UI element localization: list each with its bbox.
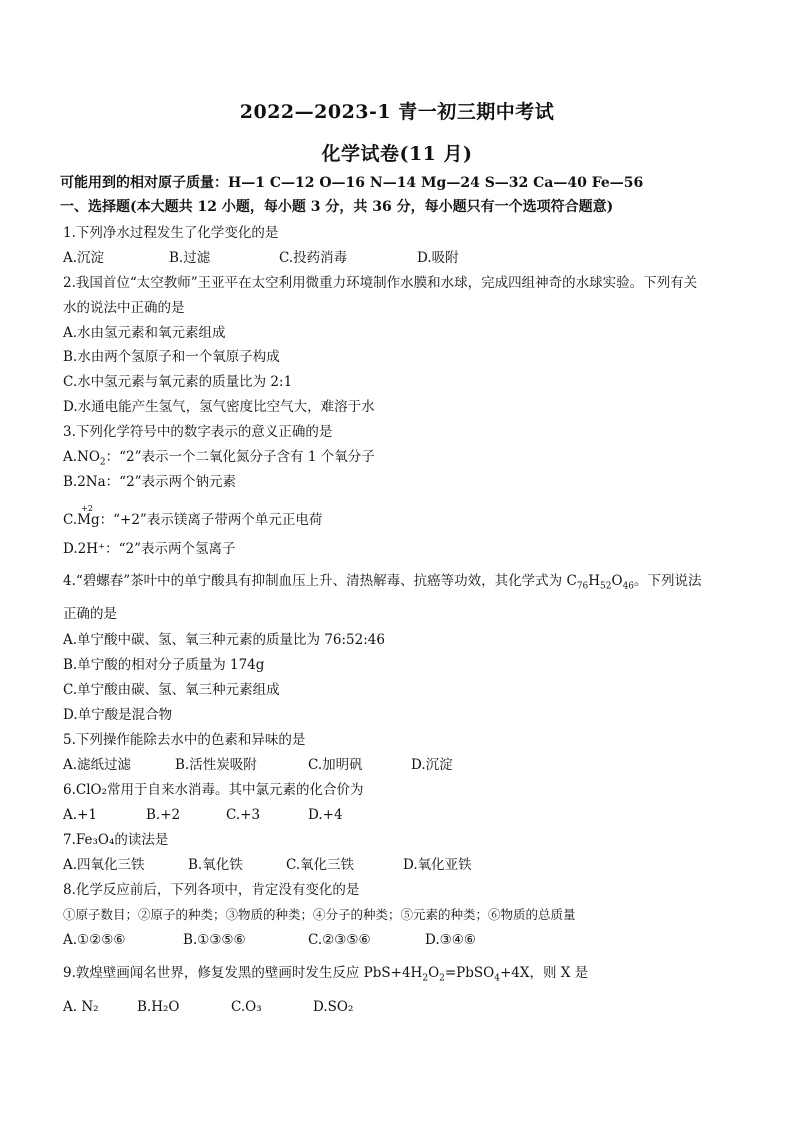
option-a: A.①②⑤⑥ <box>63 932 126 948</box>
section-heading: 一、选择题(本大题共 12 小题，每小题 3 分，共 36 分，每小题只有一个选项符合题意) <box>60 199 614 215</box>
option-b: B.活性炭吸附 <box>175 757 257 773</box>
option-b: B.①③⑤⑥ <box>183 932 246 948</box>
option-c: C.O₃ <box>231 999 262 1015</box>
question-4-stem-line2: 正确的是 <box>63 606 117 622</box>
option-b: B.过滤 <box>169 250 211 266</box>
option-a: A. N₂ <box>63 999 99 1015</box>
mg-oxidation-symbol: +2 Mg <box>77 504 100 528</box>
option-a: A.滤纸过滤 <box>63 757 132 773</box>
option-a: A.+1 <box>63 807 97 823</box>
option-d: D.沉淀 <box>411 757 453 773</box>
question-3-option-d: D.2H⁺：“2”表示两个氢离子 <box>63 541 236 557</box>
option-b: B.H₂O <box>137 999 180 1015</box>
option-d: D.③④⑥ <box>425 932 476 948</box>
question-2-option-b: B.水由两个氢原子和一个氧原子构成 <box>63 349 280 365</box>
option-d: D.+4 <box>308 807 343 823</box>
option-c: C.加明矾 <box>308 757 363 773</box>
option-c: C.投药消毒 <box>279 250 348 266</box>
question-3-stem: 3.下列化学符号中的数字表示的意义正确的是 <box>63 424 333 440</box>
option-a: A.四氧化三铁 <box>63 857 145 873</box>
question-2-option-d: D.水通电能产生氢气，氢气密度比空气大，难溶于水 <box>63 399 375 415</box>
option-c: C.氧化三铁 <box>286 857 355 873</box>
question-4-option-c: C.单宁酸由碳、氢、氧三种元素组成 <box>63 682 280 698</box>
exam-subtitle: 化学试卷(11 月) <box>321 143 473 165</box>
option-c: C.②③⑤⑥ <box>308 932 371 948</box>
exam-title: 2022—2023-1 青一初三期中考试 <box>239 101 555 123</box>
question-2-option-a: A.水由氢元素和氧元素组成 <box>63 325 226 341</box>
option-b: B.+2 <box>146 807 181 823</box>
option-b: B.氧化铁 <box>188 857 243 873</box>
question-3-option-b: B.2Na：“2”表示两个钠元素 <box>63 474 237 490</box>
question-4-stem-line1: 4.“碧螺春”茶叶中的单宁酸具有抑制血压上升、清热解毒、抗癌等功效，其化学式为 $C_{76}H_{52}O_{46}$。下列说法 <box>63 573 702 592</box>
question-2-option-c: C.水中氢元素与氧元素的质量比为 2:1 <box>63 374 293 390</box>
question-9-stem: 9.敦煌壁画闻名世界，修复发黑的壁画时发生反应 $PbS+4H_2O_2=PbSO_4+4X$，则 X 是 <box>63 965 589 984</box>
question-4-option-a: A.单宁酸中碳、氢、氧三种元素的质量比为 76:52:46 <box>63 632 385 648</box>
question-4-option-d: D.单宁酸是混合物 <box>63 707 173 723</box>
question-8-items: ①原子数目；②原子的种类；③物质的种类；④分子的种类；⑤元素的种类；⑥物质的总质量 <box>63 907 576 922</box>
question-3-option-a: $A.NO_2$：“2”表示一个二氧化氮分子含有 1 个氧分子 <box>63 449 375 468</box>
option-c: C.+3 <box>226 807 261 823</box>
option-d: D.氧化亚铁 <box>403 857 472 873</box>
question-3-option-c: C. +2 Mg：“+2”表示镁离子带两个单元正电荷 <box>63 504 323 528</box>
option-d: D.吸附 <box>417 250 459 266</box>
option-d: D.SO₂ <box>313 999 354 1015</box>
question-1-stem: 1.下列净水过程发生了化学变化的是 <box>63 225 279 241</box>
option-a: A.沉淀 <box>63 250 105 266</box>
question-5-stem: 5.下列操作能除去水中的色素和异味的是 <box>63 732 306 748</box>
atomic-masses: 可能用到的相对原子质量：H—1 C—12 O—16 N—14 Mg—24 S—32 Ca—40 Fe—56 <box>60 175 644 191</box>
question-4-option-b: B.单宁酸的相对分子质量为 174g <box>63 657 265 673</box>
question-7-stem: 7.Fe₃O₄的读法是 <box>63 832 169 848</box>
question-2-stem-line1: 2.我国首位“太空教师”王亚平在太空利用微重力环境制作水膜和水球，完成四组神奇的水球实验。下列有关 <box>63 275 698 291</box>
question-8-stem: 8.化学反应前后，下列各项中，肯定没有变化的是 <box>63 882 360 898</box>
question-2-stem-line2: 水的说法中正确的是 <box>63 300 185 316</box>
question-6-stem: 6.ClO₂常用于自来水消毒。其中氯元素的化合价为 <box>63 782 364 798</box>
